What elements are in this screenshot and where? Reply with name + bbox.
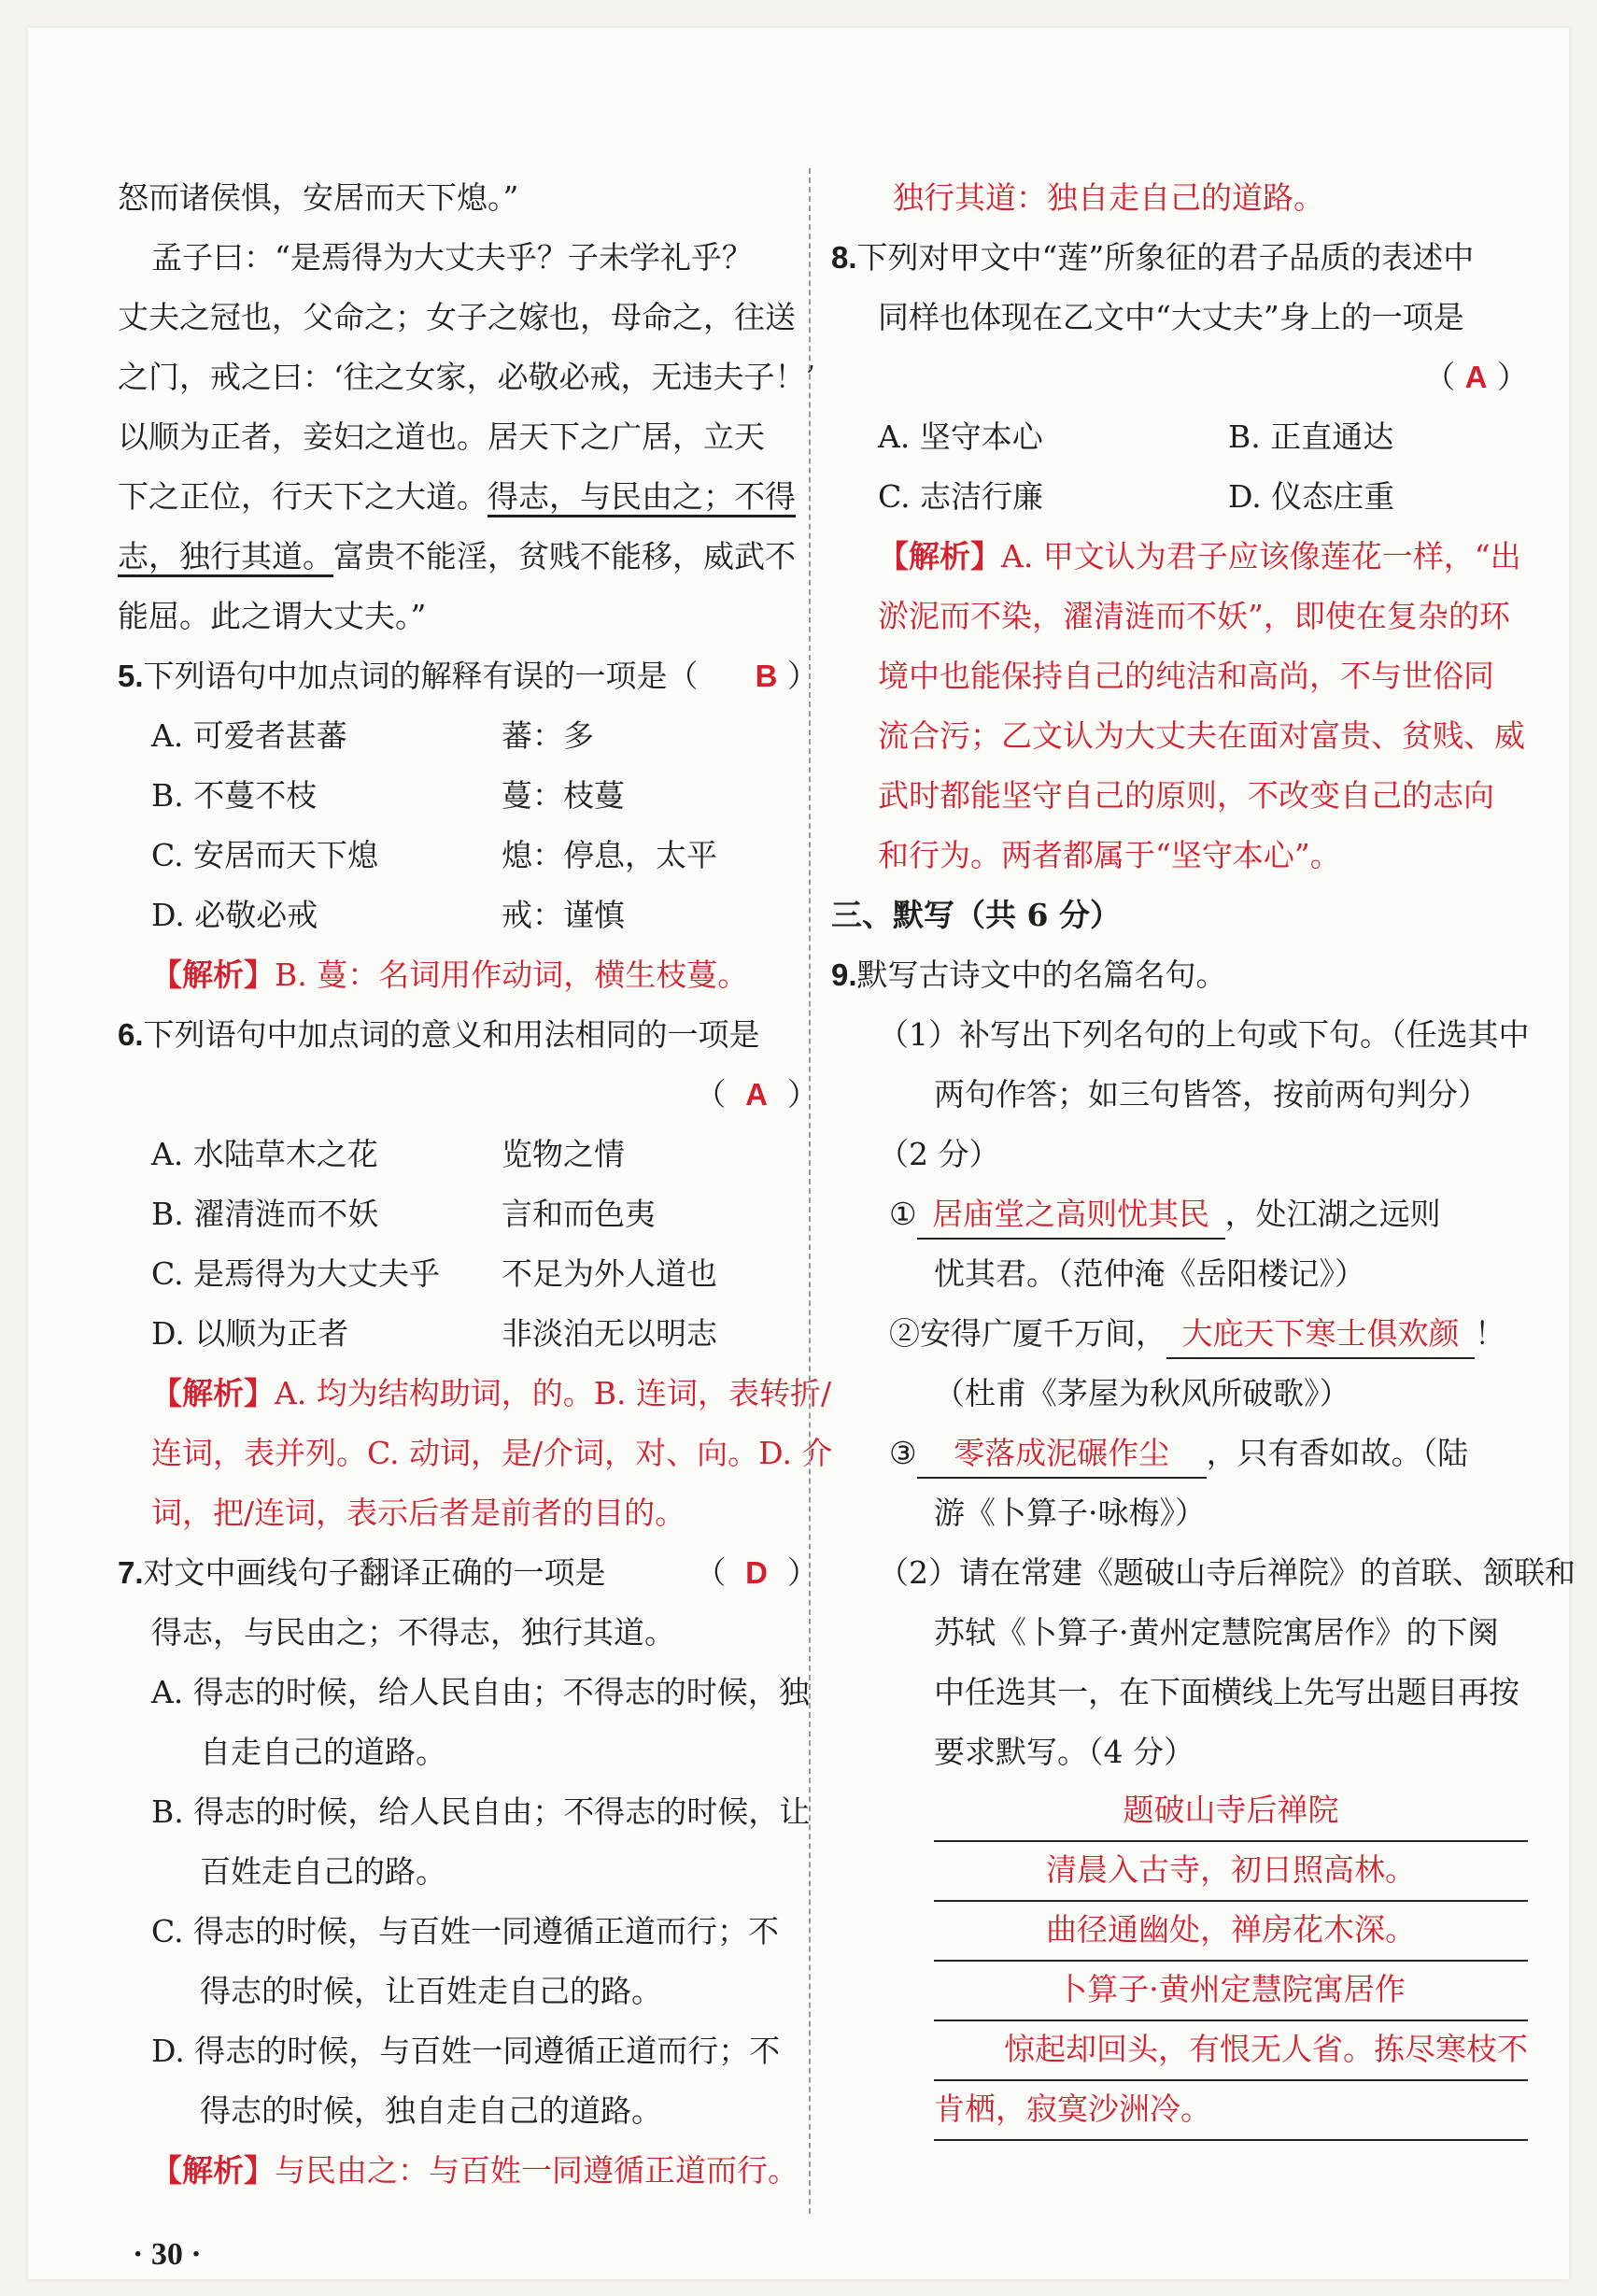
underlined-sentence: 志，独行其道。 (118, 538, 333, 574)
passage-line: 孟子曰：“是焉得为大丈夫乎？子未学礼乎？ (151, 239, 753, 276)
option-line: D. 得志的时候，与百姓一同遵循正道而行；不 (151, 2033, 781, 2069)
option-line: 得志的时候，让百姓走自己的路。 (200, 1973, 662, 2009)
passage-line: 以顺为正者，妾妇之道也。居天下之广居，立天 (118, 418, 765, 455)
write-line: 清晨入古寺，初日照高林。 (934, 1842, 1528, 1902)
option-row: A. 可爱者甚蕃 蕃：多 (151, 717, 594, 754)
part-1-line: （2 分） (878, 1136, 1000, 1172)
option-line: 得志的时候，独自走自己的道路。 (200, 2092, 662, 2129)
analysis-continued: 独行其道：独自走自己的道路。 (893, 179, 1324, 216)
analysis: 【解析】A. 甲文认为君子应该像莲花一样，“出 (878, 538, 1521, 574)
option-row: D. 必敬必戒 戒：谨慎 (151, 897, 625, 933)
analysis-line: 淤泥而不染，濯清涟而不妖”，即使在复杂的环 (878, 598, 1510, 634)
part-1-line: 两句作答；如三句皆答，按前两句判分） (934, 1076, 1489, 1113)
option-row: C. 志洁行廉 D. 仪态庄重 (878, 478, 1395, 515)
fill-item-2: ②安得广厦千万间， 大庇天下寒士俱欢颜 ！ (831, 1304, 1528, 1364)
analysis: 【解析】B. 蔓：名词用作动词，横生枝蔓。 (151, 957, 749, 993)
analysis-line: 境中也能保持自己的纯洁和高尚，不与世俗同 (878, 658, 1494, 694)
question-9-stem: 9.默写古诗文中的名篇名句。 (831, 957, 1227, 993)
answer-paren: （ A ） (695, 1076, 818, 1113)
option-row: B. 濯清涟而不妖 言和而色夷 (151, 1196, 656, 1232)
page-number: · 30 · (133, 2237, 202, 2272)
fill-item-3: ③ 零落成泥碾作尘 ，只有香如故。（陆 (831, 1424, 1528, 1483)
option-line: C. 得志的时候，与百姓一同遵循正道而行；不 (151, 1913, 780, 1949)
part-2-line: （2）请在常建《题破山寺后禅院》的首联、颔联和 (878, 1554, 1576, 1591)
write-line-title: 卜算子·黄州定慧院寓居作 (934, 1962, 1528, 2021)
answer-b: B (755, 659, 778, 693)
option-row: C. 是焉得为大丈夫乎 不足为外人道也 (151, 1255, 717, 1292)
option-line: 百姓走自己的路。 (200, 1853, 446, 1890)
question-7-stem: 7.对文中画线句子翻译正确的一项是 （ D ） (118, 1554, 818, 1591)
option-row: C. 安居而天下熄 熄：停息，太平 (151, 837, 717, 873)
left-column (118, 168, 833, 2201)
passage-line: 丈夫之冠也，父命之；女子之嫁也，母命之，往送 (118, 299, 796, 335)
analysis-line: 和行为。两者都属于“坚守本心”。 (878, 837, 1341, 873)
option-row: A. 坚守本心 B. 正直通达 (878, 418, 1394, 455)
answer-a: A (745, 1077, 769, 1112)
fill-item-1-source: 忧其君。（范仲淹《岳阳楼记》） (934, 1255, 1365, 1292)
fill-item-1: ① 居庙堂之高则忧其民 ，处江湖之远则 (831, 1184, 1528, 1244)
question-8-stem: 8.下列对甲文中“莲”所象征的君子品质的表述中 (831, 239, 1475, 276)
right-column (831, 168, 1576, 2141)
option-line: 自走自己的道路。 (200, 1734, 446, 1770)
answer-paren: （ A ） (1424, 359, 1528, 395)
answer-blank: 居庙堂之高则忧其民 (917, 1191, 1225, 1240)
answer-d: D (745, 1555, 769, 1590)
workbook-page (28, 28, 1576, 2279)
write-line: 曲径通幽处，禅房花木深。 (934, 1902, 1528, 1962)
answer-blank: 大庇天下寒士俱欢颜 (1166, 1311, 1475, 1359)
part-2-line: 中任选其一，在下面横线上先写出题目再按 (934, 1674, 1519, 1710)
analysis: 【解析】与民由之：与百姓一同遵循正道而行。 (151, 2152, 798, 2189)
option-row: D. 以顺为正者 非淡泊无以明志 (151, 1315, 717, 1352)
answer-blank: 零落成泥碾作尘 (917, 1430, 1207, 1479)
part-2-line: 苏轼《卜算子·黄州定慧院寓居作》的下阕 (934, 1614, 1499, 1651)
analysis-line: 流合污；乙文认为大丈夫在面对富贵、贫贱、威 (878, 717, 1525, 754)
quoted-sentence: 得志，与民由之；不得志，独行其道。 (151, 1614, 675, 1651)
passage-line: 下之正位，行天下之大道。得志，与民由之；不得 (118, 478, 796, 515)
passage-line: 志，独行其道。富贵不能淫，贫贱不能移，威武不 (118, 538, 796, 574)
passage-line: 能屈。此之谓大丈夫。” (118, 598, 427, 634)
analysis-line: 武时都能坚守自己的原则，不改变自己的志向 (878, 777, 1494, 814)
option-line: A. 得志的时候，给人民自由；不得志的时候，独 (151, 1674, 810, 1710)
part-2-line: 要求默写。（4 分） (934, 1734, 1194, 1770)
fill-item-3-source: 游《卜算子·咏梅》） (934, 1495, 1206, 1531)
write-line: 肯栖，寂寞沙洲冷。 (934, 2081, 1528, 2141)
passage-line: 怒而诸侯惧，安居而天下熄。” (118, 179, 519, 216)
option-row: B. 不蔓不枝 蔓：枝蔓 (151, 777, 625, 814)
underlined-sentence: 得志，与民由之；不得 (488, 478, 796, 515)
write-line-title: 题破山寺后禅院 (934, 1782, 1528, 1842)
passage-line: 之门，戒之曰：‘往之女家，必敬必戒，无违夫子！’ (118, 359, 815, 395)
option-row: A. 水陆草木之花 览物之情 (151, 1136, 625, 1172)
analysis: 【解析】A. 均为结构助词，的。B. 连词，表转折/ (151, 1375, 832, 1411)
part-1-line: （1）补写出下列名句的上句或下句。（任选其中 (878, 1016, 1530, 1053)
question-5-stem: 5.下列语句中加点词的解释有误的一项是（ B ） (118, 658, 818, 694)
answer-a: A (1464, 360, 1488, 394)
write-line: 惊起却回头，有恨无人省。拣尽寒枝不 (934, 2021, 1528, 2081)
column-divider (809, 168, 811, 2214)
option-line: B. 得志的时候，给人民自由；不得志的时候，让 (151, 1793, 811, 1830)
fill-item-2-source: （杜甫《茅屋为秋风所破歌》） (934, 1375, 1350, 1411)
question-6-stem: 6.下列语句中加点词的意义和用法相同的一项是 (118, 1016, 760, 1053)
section-heading: 三、默写（共 6 分） (831, 897, 1121, 933)
analysis-line: 词，把/连词，表示后者是前者的目的。 (151, 1495, 686, 1531)
question-8-stem-line: 同样也体现在乙文中“大丈夫”身上的一项是 (878, 299, 1464, 335)
analysis-line: 连词，表并列。C. 动词，是/介词，对、向。D. 介 (151, 1435, 833, 1471)
